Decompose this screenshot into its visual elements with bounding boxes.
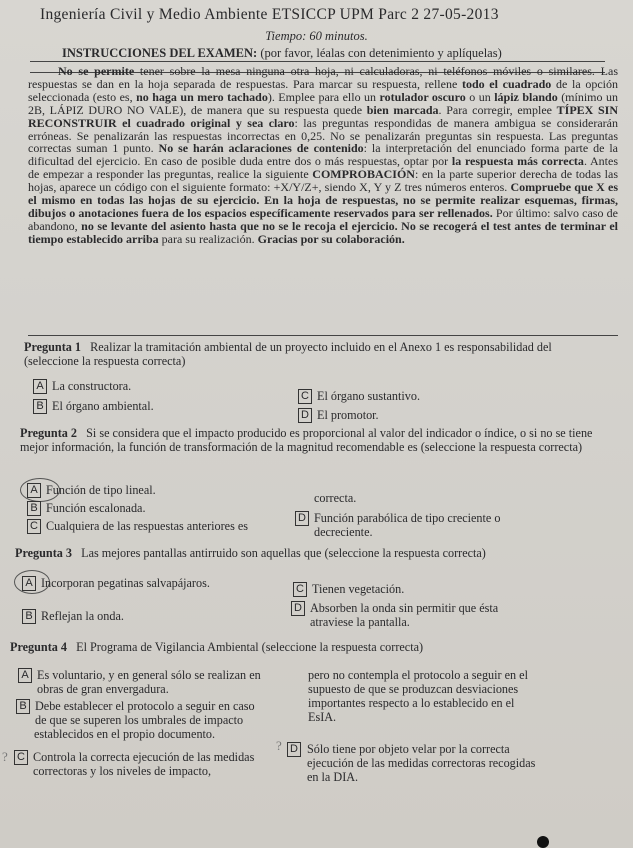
instruction-bold-run: rotulador oscuro: [379, 89, 466, 104]
instructions-body: [28, 65, 618, 246]
question-mark-annotation: ?: [276, 738, 282, 753]
instructions-title-rest: (por favor, léalas con detenimiento y aplíquelas): [257, 46, 502, 60]
instruction-bold-run: la respuesta más correcta: [451, 154, 584, 169]
option-box[interactable]: A: [22, 576, 36, 591]
question-4-label: Pregunta 4: [10, 640, 67, 654]
option-text: Tienen vegetación.: [312, 582, 405, 596]
instruction-text-run: para su realización.: [158, 231, 258, 246]
option-text: La constructora.: [52, 379, 132, 393]
option-text: El órgano ambiental.: [52, 399, 154, 413]
instruction-text-run: : en la parte superior derecha de todas las hojas, aparece un código con el siguiente formato: +X/Y/Z+, siendo X, Y y Z tres números enteros.: [28, 167, 618, 195]
q4-option-d[interactable]: [287, 742, 537, 784]
question-3: [15, 546, 615, 560]
q3-option-a[interactable]: [22, 576, 210, 591]
question-4: [10, 640, 610, 654]
option-text: Función de tipo lineal.: [46, 483, 156, 497]
q1-option-a[interactable]: [33, 379, 131, 394]
q3-option-d[interactable]: [291, 601, 541, 629]
instruction-bold-run: todo el cuadrado: [461, 76, 552, 91]
question-1-label: Pregunta 1: [24, 340, 81, 354]
option-text: Es voluntario, y en general sólo se realizan en obras de gran envergadura.: [37, 668, 261, 696]
q1-option-d[interactable]: [298, 408, 379, 423]
q4-option-a[interactable]: [18, 668, 268, 696]
option-text: El órgano sustantivo.: [317, 389, 421, 403]
question-3-label: Pregunta 3: [15, 546, 72, 560]
option-box[interactable]: A: [33, 379, 47, 394]
instruction-text-run: ). Emplee para ello un: [267, 89, 380, 104]
option-box[interactable]: D: [291, 601, 305, 616]
q2-option-a[interactable]: [27, 483, 156, 498]
exam-time: Tiempo: 60 minutos.: [265, 29, 368, 43]
option-box[interactable]: C: [293, 582, 307, 597]
option-box[interactable]: A: [27, 483, 41, 498]
q4-option-b[interactable]: [16, 699, 268, 741]
q4-option-c-continuation: pero no contempla el protocolo a seguir en el supuesto de que se produzcan desviaciones importantes respecto a lo establecido en el EsIA.: [308, 668, 528, 724]
option-text: Función escalonada.: [46, 501, 146, 515]
question-1-text: Realizar la tramitación ambiental de un proyecto incluido en el Anexo 1 es responsabilidad del (seleccione la respuesta correcta): [24, 340, 552, 368]
question-2: [20, 426, 615, 454]
instruction-text-run: . Antes de empezar a responder las preguntas, realice la siguiente: [28, 154, 619, 182]
instruction-bold-run: COMPROBACIÓN: [312, 167, 415, 182]
instruction-text-run: . Para corregir, emplee: [438, 102, 557, 117]
q3-option-c[interactable]: [293, 582, 404, 597]
option-box[interactable]: B: [16, 699, 30, 714]
option-text: El promotor.: [317, 408, 379, 422]
q4-option-c[interactable]: [14, 750, 270, 778]
instruction-text-run: Por último: salvo caso de abandono,: [28, 205, 618, 233]
instruction-bold-run: No se harán aclaraciones de contenido: [158, 141, 364, 156]
instruction-text-run: : la interpretación del enunciado forma parte de la dificultad del ejercicio. En caso de posible duda entre dos o más respuestas, optar por: [28, 141, 618, 169]
q2-option-d[interactable]: [295, 511, 545, 539]
instruction-bold-run: En la hoja de respuestas, no se permite realizar esquemas, firmas, dibujos o anotaciones fuera de los espacios específicamente reservados para ser rellenados.: [28, 193, 618, 220]
instruction-bold-run: Compruebe que X es el mismo en todas las hojas de su ejercicio.: [28, 180, 618, 208]
instructions-paragraph: [28, 65, 618, 246]
instruction-bold-run: bien marcada: [366, 102, 439, 117]
option-box[interactable]: A: [18, 668, 32, 683]
question-4-text: El Programa de Vigilancia Ambiental (seleccione la respuesta correcta): [76, 640, 424, 654]
question-1: [24, 340, 609, 368]
option-box[interactable]: C: [298, 389, 312, 404]
instruction-text-run: de la opción seleccionada (esto es,: [28, 76, 618, 104]
instructions-title: [62, 46, 502, 61]
q1-option-b[interactable]: [33, 399, 154, 414]
option-text: Controla la correcta ejecución de las medidas correctoras y los niveles de impacto,: [33, 750, 255, 778]
option-box[interactable]: D: [298, 408, 312, 423]
option-box[interactable]: C: [27, 519, 41, 534]
option-box[interactable]: C: [14, 750, 28, 765]
option-text: Cualquiera de las respuestas anteriores es: [46, 519, 249, 533]
option-box[interactable]: D: [295, 511, 309, 526]
option-box[interactable]: B: [22, 609, 36, 624]
instruction-bold-run: no haga un mero tachado: [136, 89, 268, 104]
q2-option-c[interactable]: [27, 519, 248, 534]
q3-option-b[interactable]: [22, 609, 124, 624]
q2-option-c-continuation: correcta.: [314, 491, 357, 505]
instruction-text-run: (mínimo un 2B, LÁPIZ DURO NO VALE), de manera que su respuesta quede: [28, 89, 619, 117]
option-box[interactable]: B: [27, 501, 41, 516]
q1-option-c[interactable]: [298, 389, 420, 404]
option-text: Absorben la onda sin permitir que ésta atraviese la pantalla.: [310, 601, 499, 629]
option-text: Sólo tiene por objeto velar por la correcta ejecución de las medidas correctoras recogidas en la DIA.: [307, 742, 536, 784]
instruction-text-run: tener sobre la mesa ninguna otra hoja, ni calculadoras, ni teléfonos móviles o similares. Las respuestas se dan en la hoja separada de respuestas. Para marcar su respuesta, rellene: [28, 64, 618, 91]
instruction-text-run: o un: [465, 89, 495, 104]
question-2-text: Si se considera que el impacto producido es proporcional al valor del indicador o índice, o si no se tiene mejor información, la función de transformación de la magnitud recomendable es (seleccione la respuesta correcta): [20, 426, 593, 454]
question-2-label: Pregunta 2: [20, 426, 77, 440]
q2-option-b[interactable]: [27, 501, 146, 516]
option-text: Incorporan pegatinas salvapájaros.: [41, 576, 210, 590]
option-box[interactable]: D: [287, 742, 301, 757]
registration-dot: [537, 836, 549, 848]
instruction-bold-run: lápiz blando: [494, 89, 558, 104]
instructions-title-bold: INSTRUCCIONES DEL EXAMEN:: [62, 46, 258, 60]
instruction-text-run: : las preguntas respondidas de manera ambigua se considerarán erróneas. Se penalizarán las respuestas incorrectas en 0,25. No se penalizarán preguntas sin respuesta. Las preguntas correctas suman 1 punto.: [28, 115, 618, 156]
instruction-bold-run: No se permite: [58, 64, 135, 78]
rule-bottom: [28, 335, 618, 336]
question-mark-annotation: ?: [2, 749, 8, 764]
rule-top: [30, 61, 605, 62]
instruction-bold-run: TÍPEX SIN RECONSTRUIR el cuadrado original y sea claro: [28, 102, 618, 130]
instruction-bold-run: Gracias por su colaboración.: [257, 231, 405, 246]
option-text: Reflejan la onda.: [41, 609, 124, 623]
option-box[interactable]: B: [33, 399, 47, 414]
question-3-text: Las mejores pantallas antirruido son aquellas que (seleccione la respuesta correcta): [81, 546, 486, 560]
option-text: Debe establecer el protocolo a seguir en caso de que se superen los umbrales de impacto establecidos en el propio documento.: [34, 699, 255, 741]
page-header: Ingeniería Civil y Medio Ambiente ETSICCP UPM Parc 2 27-05-2013: [40, 6, 499, 23]
instruction-bold-run: no se levante del asiento hasta que no se le recoja el ejercicio. No se recogerá el test antes de terminar el tiempo establecido arriba: [28, 218, 618, 246]
option-text: Función parabólica de tipo creciente o decreciente.: [314, 511, 501, 539]
